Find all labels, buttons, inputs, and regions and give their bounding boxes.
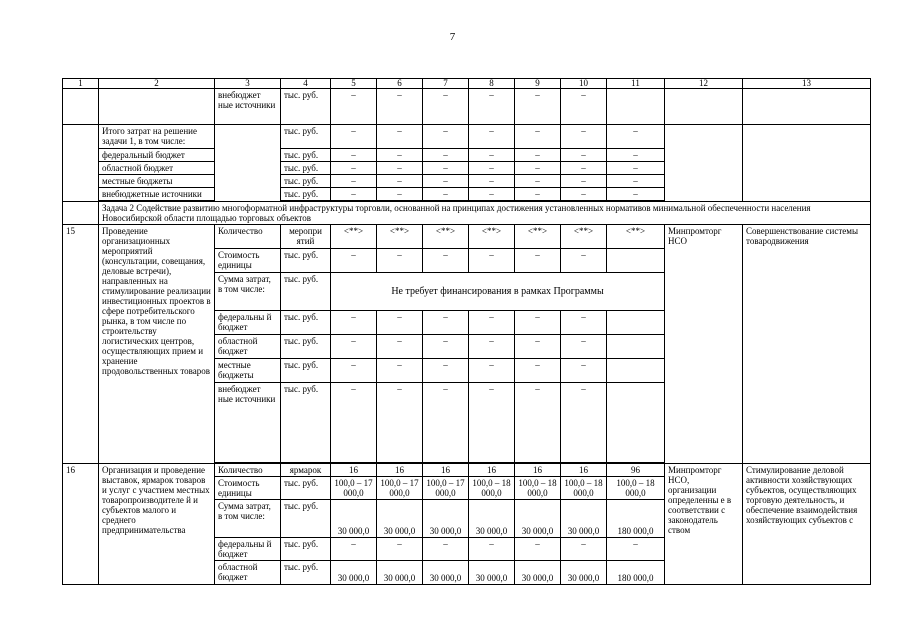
total-title: Итого затрат на решение задачи 1, в том числе: [99,125,215,149]
page-number: 7 [449,31,456,43]
table-row: местные бюджеты тыс. руб. – – – – – – [63,359,871,383]
table-row: Сумма затрат, в том числе: тыс. руб. Не требует финансирования в рамках Программы [63,273,871,311]
source-cell: внебюджет ные источники [215,89,281,125]
header-cell: 11 [607,79,665,89]
item-name: Организация и проведение выставок, ярмарок товаров и услуг с участием местных товаропроизводителе й и субъектов малого и среднего предпринимательства [99,464,215,585]
table-row: 16 Организация и проведение выставок, ярмарок товаров и услуг с участием местных товаропроизводителе й и субъектов малого и среднего предпринимательства Количество ярмарок 16 16 16 16 16 16 96 Минпромторг НСО, организации определенны е в соответствии с законодатель ством Стимулирование деловой активности хозяйствующих субъектов, осуществляющих торговую деятельность, и обеспечение взаимодействия хозяйствующих субъектов с [63,464,871,477]
header-cell: 4 [281,79,331,89]
expected-result: Стимулирование деловой активности хозяйствующих субъектов, осуществляющих торговую деятельность, и обеспечение взаимодействия хозяйствующих субъектов с [743,464,871,585]
header-cell: 10 [561,79,607,89]
header-cell: 1 [63,79,99,89]
item-number: 15 [63,225,99,464]
expected-result: Совершенствование системы товародвижения [743,225,871,464]
table-row: Стоимость единицы тыс. руб. 100,0 – 17 000,0 100,0 – 17 000,0 100,0 – 17 000,0 100,0 – 18 000,0 100,0 – 18 000,0 100,0 – 18 000,0 100,0 – 18 000,0 [63,477,871,500]
header-cell: 12 [665,79,743,89]
table-row: федеральный бюджет тыс. руб. – – – – – – – [63,149,871,162]
table-row: Сумма затрат, в том числе: тыс. руб. 30 000,0 30 000,0 30 000,0 30 000,0 30 000,0 30 000,0 180 000,0 [63,500,871,538]
no-funding-note: Не требует финансирования в рамках Программы [331,273,665,311]
item-number: 16 [63,464,99,585]
table-row: областной бюджет тыс. руб. – – – – – – [63,335,871,359]
program-table [62,78,871,585]
header-cell: 13 [743,79,871,89]
executor: Минпромторг НСО, организации определенны е в соответствии с законодатель ством [665,464,743,585]
table-row: местные бюджеты тыс. руб. – – – – – – – [63,175,871,188]
task-title: Задача 2 Содействие развитию многоформатной инфраструктуры торговли, основанной на принципах достижения установленных нормативов минимальной обеспеченности населения Новосибирской области площадью торговых объектов [99,202,871,225]
header-cell: 7 [423,79,469,89]
header-cell: 5 [331,79,377,89]
unit-cell: тыс. руб. [281,89,331,125]
table-row: 15 Проведение организационных мероприятий (консультации, совещания, деловые встречи), направленных на стимулирование реализации инвестиционных проектов в сфере потребительского рынка, в том числе по строительству логистических центров, осуществляющих прием и хранение продовольственных товаров Количество меропри ятий <**> <**> <**> <**> <**> <**> <**> Минпромторг НСО Совершенствование системы товародвижения [63,225,871,249]
header-cell: 8 [469,79,515,89]
table-row: федеральны й бюджет тыс. руб. – – – – – – [63,311,871,335]
table-row: внебюджет ные источники тыс. руб. – – – – – – [63,89,871,125]
table-row: внебюджетные источники тыс. руб. – – – – – – – [63,188,871,201]
table-row: федеральны й бюджет тыс. руб. – – – – – – – [63,538,871,561]
item-name: Проведение организационных мероприятий (консультации, совещания, деловые встречи), направленных на стимулирование реализации инвестиционных проектов в сфере потребительского рынка, в том числе по строительству логистических центров, осуществляющих прием и хранение продовольственных товаров [99,225,215,464]
table-row: Итого затрат на решение задачи 1, в том числе: тыс. руб. – – – – – – – [63,125,871,149]
header-cell: 2 [99,79,215,89]
table-row: внебюджет ные источники тыс. руб. – – – – – – [63,383,871,463]
header-cell: 3 [215,79,281,89]
header-cell: 6 [377,79,423,89]
executor: Минпромторг НСО [665,225,743,464]
task-row [63,202,871,225]
header-row [63,79,871,89]
table-row: областной бюджет тыс. руб. 30 000,0 30 000,0 30 000,0 30 000,0 30 000,0 30 000,0 180 000,0 [63,561,871,585]
table-row: областной бюджет тыс. руб. – – – – – – – [63,162,871,175]
table-row: Стоимость единицы тыс. руб. – – – – – – [63,249,871,273]
header-cell: 9 [515,79,561,89]
